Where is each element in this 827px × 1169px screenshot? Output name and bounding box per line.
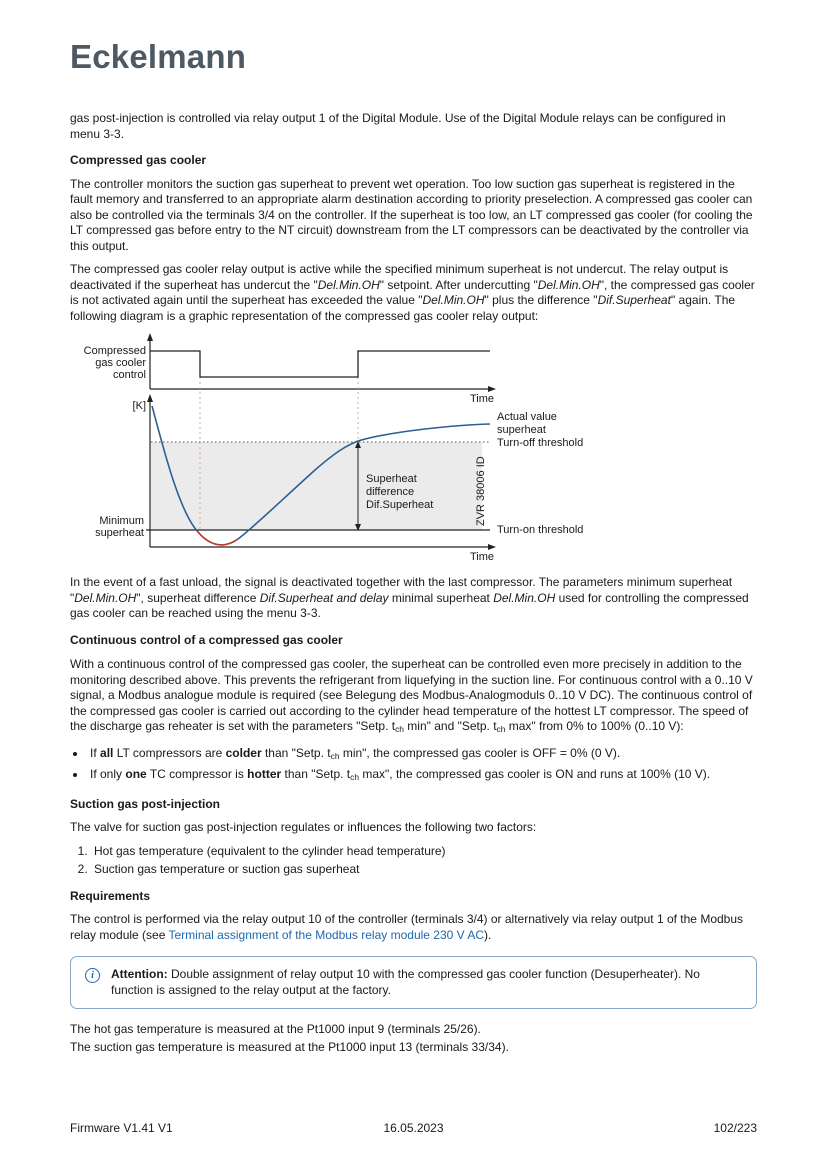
paragraph-monitoring: The controller monitors the suction gas superheat to prevent wet operation. Too low suction gas superheat is registered in the fault memory and transferred to an appropriate alarm destination according to priority preselection. A compressed gas cooler can also be controlled via the terminals 3/4 on the controller. If the superheat is too low, an LT compressed gas cooler (for cooling the LT compressed gas before entry to the NT circuit) downstream from the LT compressors can be deactivated by the controller via this output. — [70, 176, 753, 253]
superheat-curve-dip — [198, 532, 238, 545]
heading-continuous-control: Continuous control of a compressed gas cooler — [70, 632, 343, 647]
paragraph-continuous-control: With a continuous control of the compressed gas cooler, the superheat can be controlled even more precisely in addition to the monitoring described above. This prevents the refrigerant from liquefying in the suction line. For continuous control with a 0..10 V signal, a Modbus analogue module is required (see Belegung des Modbus-Analogmoduls 0..10 V DC). The continuous control of the compressed gas cooler is carried out according to the cylinder head temperature of the hottest LT compressor. The speed of the discharge gas reheater is set with the parameters "Setp. tch min" and "Setp. tch max" from 0% to 100% (0..10 V): — [70, 657, 753, 735]
numbered-item-suction-gas: 2. Suction gas temperature or suction gas superheat — [91, 862, 757, 878]
lower-x-axis-arrow — [488, 544, 496, 550]
heading-compressed-gas-cooler: Compressed gas cooler — [70, 153, 207, 167]
paragraph-hot-gas-measurement: The hot gas temperature is measured at the Pt1000 input 9 (terminals 25/26). — [70, 1022, 481, 1037]
lower-time-label: Time — [469, 551, 494, 563]
footer-date: 16.05.2023 — [383, 1121, 444, 1135]
upper-y-axis-label-line3: control — [112, 369, 146, 381]
difference-label-line1: Superheat — [366, 473, 417, 485]
heading-suction-gas-post-injection: Suction gas post-injection — [70, 796, 221, 811]
upper-y-axis-label-line2: gas cooler — [95, 357, 146, 369]
attention-text: Attention: Double assignment of relay output 10 with the compressed gas cooler function (Desuperheater). No function is assigned to the relay output at the factory. — [111, 967, 700, 997]
paragraph-relay-behavior: The compressed gas cooler relay output is active while the specified minimum superheat is not undercut. The relay output is deactivated if the superheat has undercut the "Del.Min.OH" setpoint. After undercutting "Del.Min.OH", the compressed gas cooler is not activated again until the superheat has exceeded the value "Del.Min.OH" plus the difference "Dif.Superheat" again. The following diagram is a graphic representation of the compressed gas cooler relay output: — [70, 262, 755, 323]
heading-requirements: Requirements — [70, 888, 151, 903]
minimum-superheat-label-line1: Minimum — [99, 515, 144, 527]
relay-output-waveform — [150, 351, 490, 377]
actual-value-label-line2: superheat — [497, 424, 546, 436]
page-content — [70, 111, 757, 1055]
turn-on-threshold-label: Turn-on threshold — [497, 524, 584, 536]
difference-label-line2: difference — [366, 486, 415, 498]
paragraph-valve-factors: The valve for suction gas post-injection regulates or influences the following two factors: — [70, 820, 537, 835]
figure-id-text: ZVR 38006 ID — [475, 456, 487, 526]
diagram-svg — [70, 332, 757, 567]
upper-y-axis-arrow — [147, 333, 153, 341]
upper-x-axis-arrow — [488, 386, 496, 392]
eckelmann-logo: Eckelmann — [70, 38, 247, 75]
footer-page-number: 102/223 — [713, 1121, 757, 1135]
paragraph-intro: gas post-injection is controlled via relay output 1 of the Digital Module. Use of the Digital Module relays can be configured in menu 3-3. — [70, 111, 726, 141]
page-footer — [70, 1121, 757, 1135]
bullet-list — [70, 746, 757, 786]
hysteresis-shaded-region — [151, 442, 482, 530]
modbus-relay-module-link[interactable]: Terminal assignment of the Modbus relay module 230 V AC — [168, 927, 484, 942]
turn-off-threshold-label: Turn-off threshold — [497, 437, 584, 449]
attention-note — [70, 956, 757, 1009]
info-icon: i — [85, 968, 100, 983]
lower-y-axis-arrow — [147, 394, 153, 402]
kelvin-unit-label: [K] — [132, 400, 146, 412]
upper-y-axis-label-line1: Compressed — [83, 345, 146, 357]
bullet-item-hotter: • If only one TC compressor is hotter than "Setp. tch max", the compressed gas cooler is ON and runs at 100% (10 V). — [87, 767, 757, 786]
numbered-list — [70, 844, 757, 878]
paragraph-suction-gas-measurement: The suction gas temperature is measured at the Pt1000 input 13 (terminals 33/34). — [70, 1039, 509, 1054]
upper-time-label: Time — [469, 393, 494, 405]
minimum-superheat-label-line2: superheat — [95, 527, 144, 539]
actual-value-label-line1: Actual value — [497, 411, 557, 423]
footer-firmware-version: Firmware V1.41 V1 — [70, 1121, 173, 1135]
numbered-item-hot-gas: 1. Hot gas temperature (equivalent to the cylinder head temperature) — [91, 844, 757, 860]
paragraph-requirements: The control is performed via the relay output 10 of the controller (terminals 3/4) or alternatively via relay output 1 of the Modbus relay module (see Terminal assignment of the Modbus relay module 230 V AC). — [70, 912, 744, 942]
paragraph-fast-unload: In the event of a fast unload, the signal is deactivated together with the last compressor. The parameters minimum superheat "Del.Min.OH", superheat difference Dif.Superheat and delay minimal superheat Del.Min.OH used for controlling the compressed gas cooler can be reached using the menu 3-3. — [70, 575, 749, 620]
difference-label-line3: Dif.Superheat — [366, 499, 434, 511]
bullet-item-colder: • If all LT compressors are colder than "Setp. tch min", the compressed gas cooler is OFF = 0% (0 V). — [87, 746, 757, 765]
relay-output-diagram — [70, 332, 757, 567]
